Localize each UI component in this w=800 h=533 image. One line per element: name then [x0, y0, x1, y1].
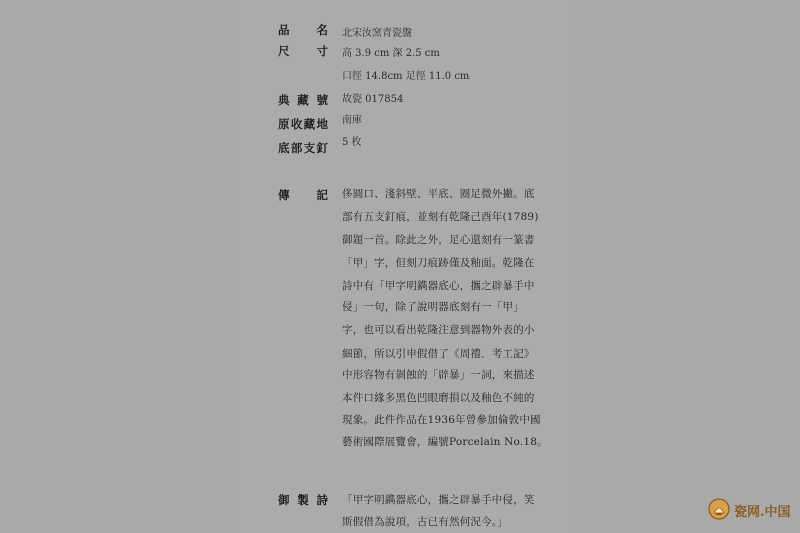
- imperial-poem-line: 「甲字明鐫器底心，攜之辟暴手中侵，笑: [342, 494, 535, 506]
- field-value-collection-number: 故瓷 017854: [342, 94, 404, 105]
- field-value-name: 北宋汝窯青瓷盤: [342, 28, 412, 39]
- biography-line: 詩中有「甲字明鐫器底心，攜之辟暴手中: [342, 280, 535, 292]
- field-label-original-storage: 原收藏地: [278, 117, 328, 131]
- biography-line: 御題一首。除此之外，足心還刻有一篆書: [342, 234, 535, 246]
- biography-line: 「甲」字，但刻刀痕跡僅及釉面。乾隆在: [342, 257, 535, 269]
- biography-line: 字，也可以看出乾隆注意到器物外表的小: [342, 324, 535, 336]
- watermark-text: 瓷网.中国: [734, 505, 791, 520]
- imperial-poem-label: 御製詩: [278, 493, 328, 507]
- biography-line: 細節，所以引申假借了《周禮．考工記》: [342, 348, 535, 360]
- kiln-logo-icon: [708, 498, 730, 520]
- field-value-spur-marks: 5 枚: [342, 137, 362, 148]
- biography-label: 傳 記: [278, 188, 328, 202]
- field-value-size-diameter: 口徑 14.8cm 足徑 11.0 cm: [342, 71, 470, 82]
- biography-line: 藝術國際展覽會，編號Porcelain No.18。: [342, 436, 548, 448]
- biography-line: 中形容物有剝蝕的「辟暴」一詞，來描述: [342, 369, 535, 381]
- biography-line: 現象。此件作品在1936年曾參加倫敦中國: [342, 414, 541, 426]
- imperial-poem-line: 斯假借為說項，古已有然何況今。」: [342, 516, 508, 528]
- field-value-original-storage: 南庫: [342, 115, 362, 126]
- biography-line: 侈圓口、淺斜壁、平底、圈足微外撇。底: [342, 188, 535, 200]
- field-label-size: 尺 寸: [278, 44, 328, 58]
- catalog-page: [238, 0, 574, 533]
- biography-line: 本件口緣多黑色凹眼磨損以及釉色不純的: [342, 392, 535, 404]
- field-label-collection-number: 典藏號: [278, 93, 328, 107]
- site-watermark: [708, 496, 794, 524]
- field-value-size-height: 高 3.9 cm 深 2.5 cm: [342, 48, 440, 59]
- field-label-name: 品 名: [278, 23, 328, 37]
- biography-line: 部有五支釘痕，並刻有乾隆己酉年(1789): [342, 211, 539, 223]
- biography-line: 侵」一句，除了說明器底刻有一「甲」: [342, 301, 524, 313]
- field-label-spur-marks: 底部支釘: [278, 141, 328, 155]
